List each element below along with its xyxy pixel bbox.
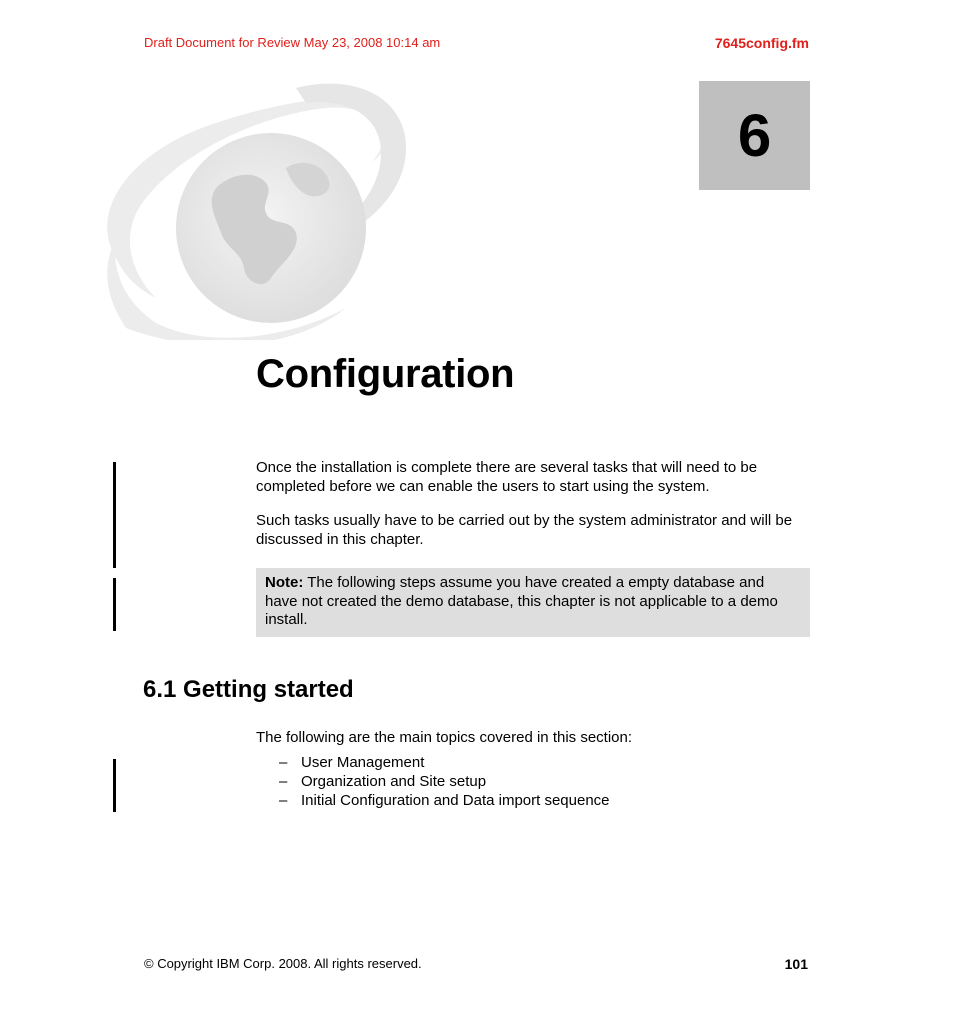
dash-bullet: – bbox=[279, 792, 288, 809]
file-name: 7645config.fm bbox=[714, 35, 809, 51]
copyright: © Copyright IBM Corp. 2008. All rights reserved. bbox=[144, 956, 422, 971]
page-number: 101 bbox=[784, 956, 808, 972]
list-item: – Organization and Site setup bbox=[279, 773, 487, 790]
section-title: 6.1 Getting started bbox=[143, 676, 354, 703]
chapter-number-box bbox=[699, 81, 810, 190]
change-bar bbox=[113, 759, 116, 812]
chapter-title: Configuration bbox=[256, 352, 515, 396]
dash-bullet: – bbox=[279, 754, 288, 771]
note-box bbox=[256, 568, 810, 637]
globe-logo-icon bbox=[96, 78, 426, 340]
topic-list bbox=[279, 753, 610, 810]
chapter-number: 6 bbox=[737, 102, 772, 169]
intro-paragraph-2: Such tasks usually have to be carried out by the system administrator and will be discussed in this chapter. bbox=[256, 512, 793, 548]
note-label: Note: bbox=[265, 574, 304, 591]
draft-note: Draft Document for Review May 23, 2008 10:14 am bbox=[144, 35, 441, 50]
intro-paragraph-1: Once the installation is complete there are several tasks that will need to be completed before we can enable the users to start using the system. bbox=[256, 459, 758, 495]
change-bar bbox=[113, 462, 116, 568]
list-item: – Initial Configuration and Data import sequence bbox=[279, 792, 610, 809]
dash-bullet: – bbox=[279, 773, 288, 790]
note-text: The following steps assume you have created a empty database and have not created the demo database, this chapter is not applicable to a demo install. bbox=[265, 574, 778, 628]
change-bar bbox=[113, 578, 116, 631]
section-lead: The following are the main topics covered in this section: bbox=[256, 729, 633, 746]
list-item: – User Management bbox=[279, 754, 425, 771]
